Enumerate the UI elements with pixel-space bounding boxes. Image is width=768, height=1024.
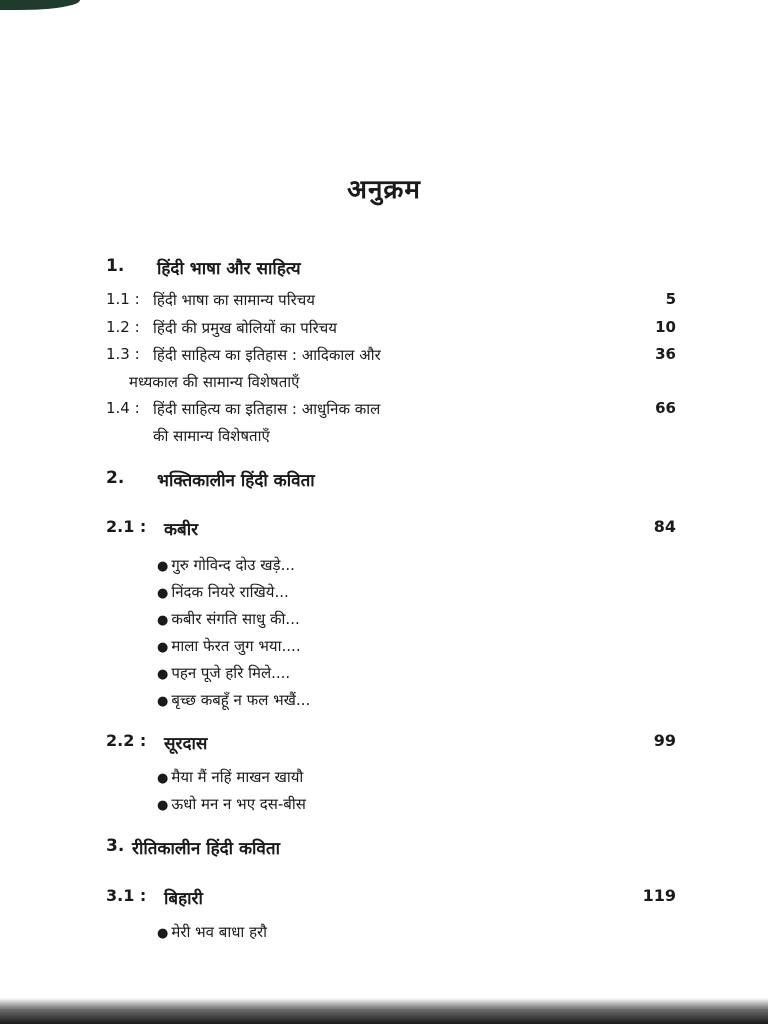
poem-item: ● मेरी भव बाधा हरौ: [157, 922, 267, 942]
entry-title: हिंदी की प्रमुख बोलियों का परिचय: [153, 319, 337, 337]
section-number: 1.: [106, 256, 125, 276]
entry-title: हिंदी भाषा का सामान्य परिचय: [153, 291, 315, 309]
poem-item: ● गुरु गोविन्द दोउ खड़े...: [157, 555, 295, 575]
poem-item: ● माला फेरत जुग भया....: [157, 636, 301, 656]
section-title: रीतिकालीन हिंदी कविता: [132, 839, 280, 859]
poem-item: ● ऊधो मन न भए दस-बीस: [157, 794, 306, 814]
page-corner-shadow: [0, 0, 80, 10]
entry-title-continued: मध्यकाल की सामान्य विशेषताएँ: [129, 373, 300, 391]
entry-title: बिहारी: [164, 889, 203, 909]
entry-title: हिंदी साहित्य का इतिहास : आधुनिक काल: [153, 400, 381, 418]
entry-number: 1.1 :: [106, 290, 140, 308]
entry-page: 5: [665, 290, 676, 308]
entry-number: 1.2 :: [106, 318, 140, 336]
poem-item: ● पहन पूजे हरि मिले....: [157, 663, 290, 683]
entry-number: 1.4 :: [106, 399, 140, 417]
section-title: भक्तिकालीन हिंदी कविता: [157, 471, 315, 491]
poem-item: ● बृच्छ कबहूँ न फल भखैं...: [157, 690, 310, 710]
entry-page: 36: [655, 345, 676, 363]
page-bottom-shadow: [0, 998, 768, 1024]
poem-item: ● मैया मैं नहिं माखन खायौ: [157, 767, 303, 787]
section-number: 2.: [106, 468, 125, 488]
section-number: 3.: [106, 836, 125, 856]
entry-page: 84: [653, 517, 676, 536]
entry-title: सूरदास: [164, 734, 208, 754]
entry-page: 99: [653, 731, 676, 750]
page-title: अनुक्रम: [347, 175, 421, 205]
entry-title: कबीर: [164, 520, 199, 540]
entry-page: 119: [642, 886, 676, 905]
poem-item: ● कबीर संगति साधु की...: [157, 609, 300, 629]
entry-number: 3.1 :: [106, 886, 147, 905]
entry-number: 2.1 :: [106, 517, 147, 536]
section-title: हिंदी भाषा और साहित्य: [157, 259, 301, 279]
entry-number: 1.3 :: [106, 345, 140, 363]
entry-page: 66: [655, 399, 676, 417]
entry-page: 10: [655, 318, 676, 336]
entry-title-continued: की सामान्य विशेषताएँ: [153, 427, 270, 445]
entry-title: हिंदी साहित्य का इतिहास : आदिकाल और: [153, 346, 381, 364]
entry-number: 2.2 :: [106, 731, 147, 750]
poem-item: ● निंदक नियरे राखिये...: [157, 582, 289, 602]
